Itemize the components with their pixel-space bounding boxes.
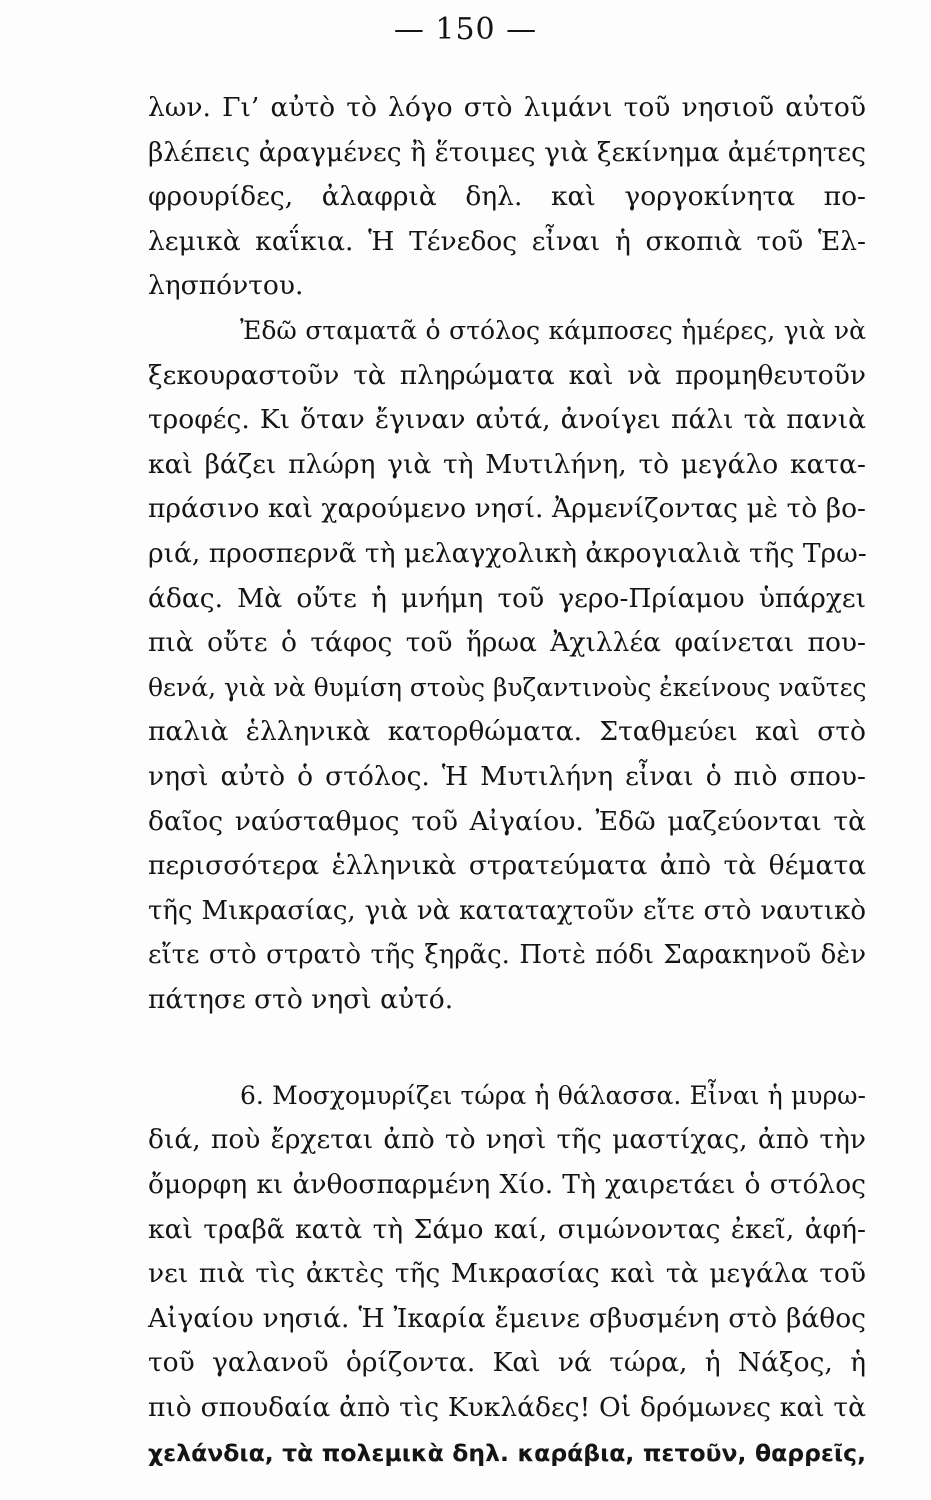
bold-text-line: χελάνδια, τὰ πολεμικὰ δηλ. καράβια, πετοῦν, θαρρεῖς, [148,1438,866,1467]
text-line: πάτησε στὸ νησὶ αὐτό. [148,984,454,1015]
text-line: τροφές. Κι ὅταν ἔγιναν αὐτά, ἀνοίγει πάλι τὰ πανιὰ [148,404,866,436]
text-line: νει πιὰ τὶς ἀκτὲς τῆς Μικρασίας καὶ τὰ μεγάλα τοῦ [148,1258,866,1290]
page-number: — 150 — [393,12,538,47]
text-line: τῆς Μικρασίας, γιὰ νὰ καταταχτοῦν εἴτε στὸ ναυτικὸ [148,895,866,926]
text-line: πιὸ σπουδαία ἀπὸ τὶς Κυκλάδες! Οἱ δρόμωνες καὶ τὰ [148,1392,866,1424]
text-line: ὄμορφη κι ἀνθοσπαρμένη Χίο. Τὴ χαιρετάει ὁ στόλος [148,1169,866,1201]
text-line: λων. Γι’ αὐτὸ τὸ λόγο στὸ λιμάνι τοῦ νησιοῦ αὐτοῦ [148,92,866,123]
text-line: παλιὰ ἑλληνικὰ κατορθώματα. Σταθμεύει καὶ στὸ [148,716,866,748]
text-line: νησὶ αὐτὸ ὁ στόλος. Ἡ Μυτιλήνη εἶναι ὁ πιὸ σπου- [148,761,866,792]
text-line: εἴτε στὸ στρατὸ τῆς ξηρᾶς. Ποτὲ πόδι Σαρακηνοῦ δὲν [148,940,866,971]
text-line: πιὰ οὔτε ὁ τάφος τοῦ ἥρωα Ἀχιλλέα φαίνεται που- [148,627,866,659]
text-line: δαῖος ναύσταθμος τοῦ Αἰγαίου. Ἐδῶ μαζεύονται τὰ [148,805,866,837]
text-line: ξεκουραστοῦν τὰ πληρώματα καὶ νὰ προμηθευτοῦν [148,359,866,391]
text-line: καὶ βάζει πλώρη γιὰ τὴ Μυτιλήνη, τὸ μεγάλο κατα- [148,448,866,480]
text-line: πράσινο καὶ χαρούμενο νησί. Ἀρμενίζοντας μὲ τὸ βο- [148,493,866,525]
text-line: Αἰγαίου νησιά. Ἡ Ἰκαρία ἔμεινε σβυσμένη στὸ βάθος [148,1302,866,1334]
text-line: περισσότερα ἑλληνικὰ στρατεύματα ἀπὸ τὰ θέματα [148,850,866,882]
text-line: θενά, γιὰ νὰ θυμίση στοὺς βυζαντινοὺς ἐκείνους ναῦτες [148,672,867,702]
text-line: λεμικὰ καΐκια. Ἡ Τένεδος εἶναι ἡ σκοπιὰ τοῦ Ἑλ- [148,225,866,257]
text-line: ριά, προσπερνᾶ τὴ μελαγχολικὴ ἀκρογιαλιὰ τῆς Τρω- [148,538,867,569]
text-line: καὶ τραβᾶ κατὰ τὴ Σάμο καί, σιμώνοντας ἐκεῖ, ἀφή- [148,1213,866,1245]
text-line: λησπόντου. [148,270,304,302]
text-line: τοῦ γαλανοῦ ὁρίζοντα. Καὶ νά τώρα, ἡ Νάξος, ἡ [148,1347,866,1379]
paragraph-first-line: 6. Μοσχομυρίζει τώρα ἡ θάλασσα. Εἶναι ἡ μυρω- [240,1080,866,1110]
text-line: άδας. Μὰ οὔτε ἡ μνήμη τοῦ γερο-Πρίαμου ὑπάρχει [148,582,866,614]
text-line: διά, ποὺ ἔρχεται ἀπὸ τὸ νησὶ τῆς μαστίχας, ἀπὸ τὴν [148,1124,866,1156]
text-line: βλέπεις ἀραγμένες ἢ ἕτοιμες γιὰ ξεκίνημα ἀμέτρητες [148,136,866,168]
text-line: φρουρίδες, ἀλαφριὰ δηλ. καὶ γοργοκίνητα πο- [148,181,866,213]
paragraph-first-line: Ἐδῶ σταματᾶ ὁ στόλος κάμποσες ἡμέρες, γιὰ νὰ [240,316,866,345]
